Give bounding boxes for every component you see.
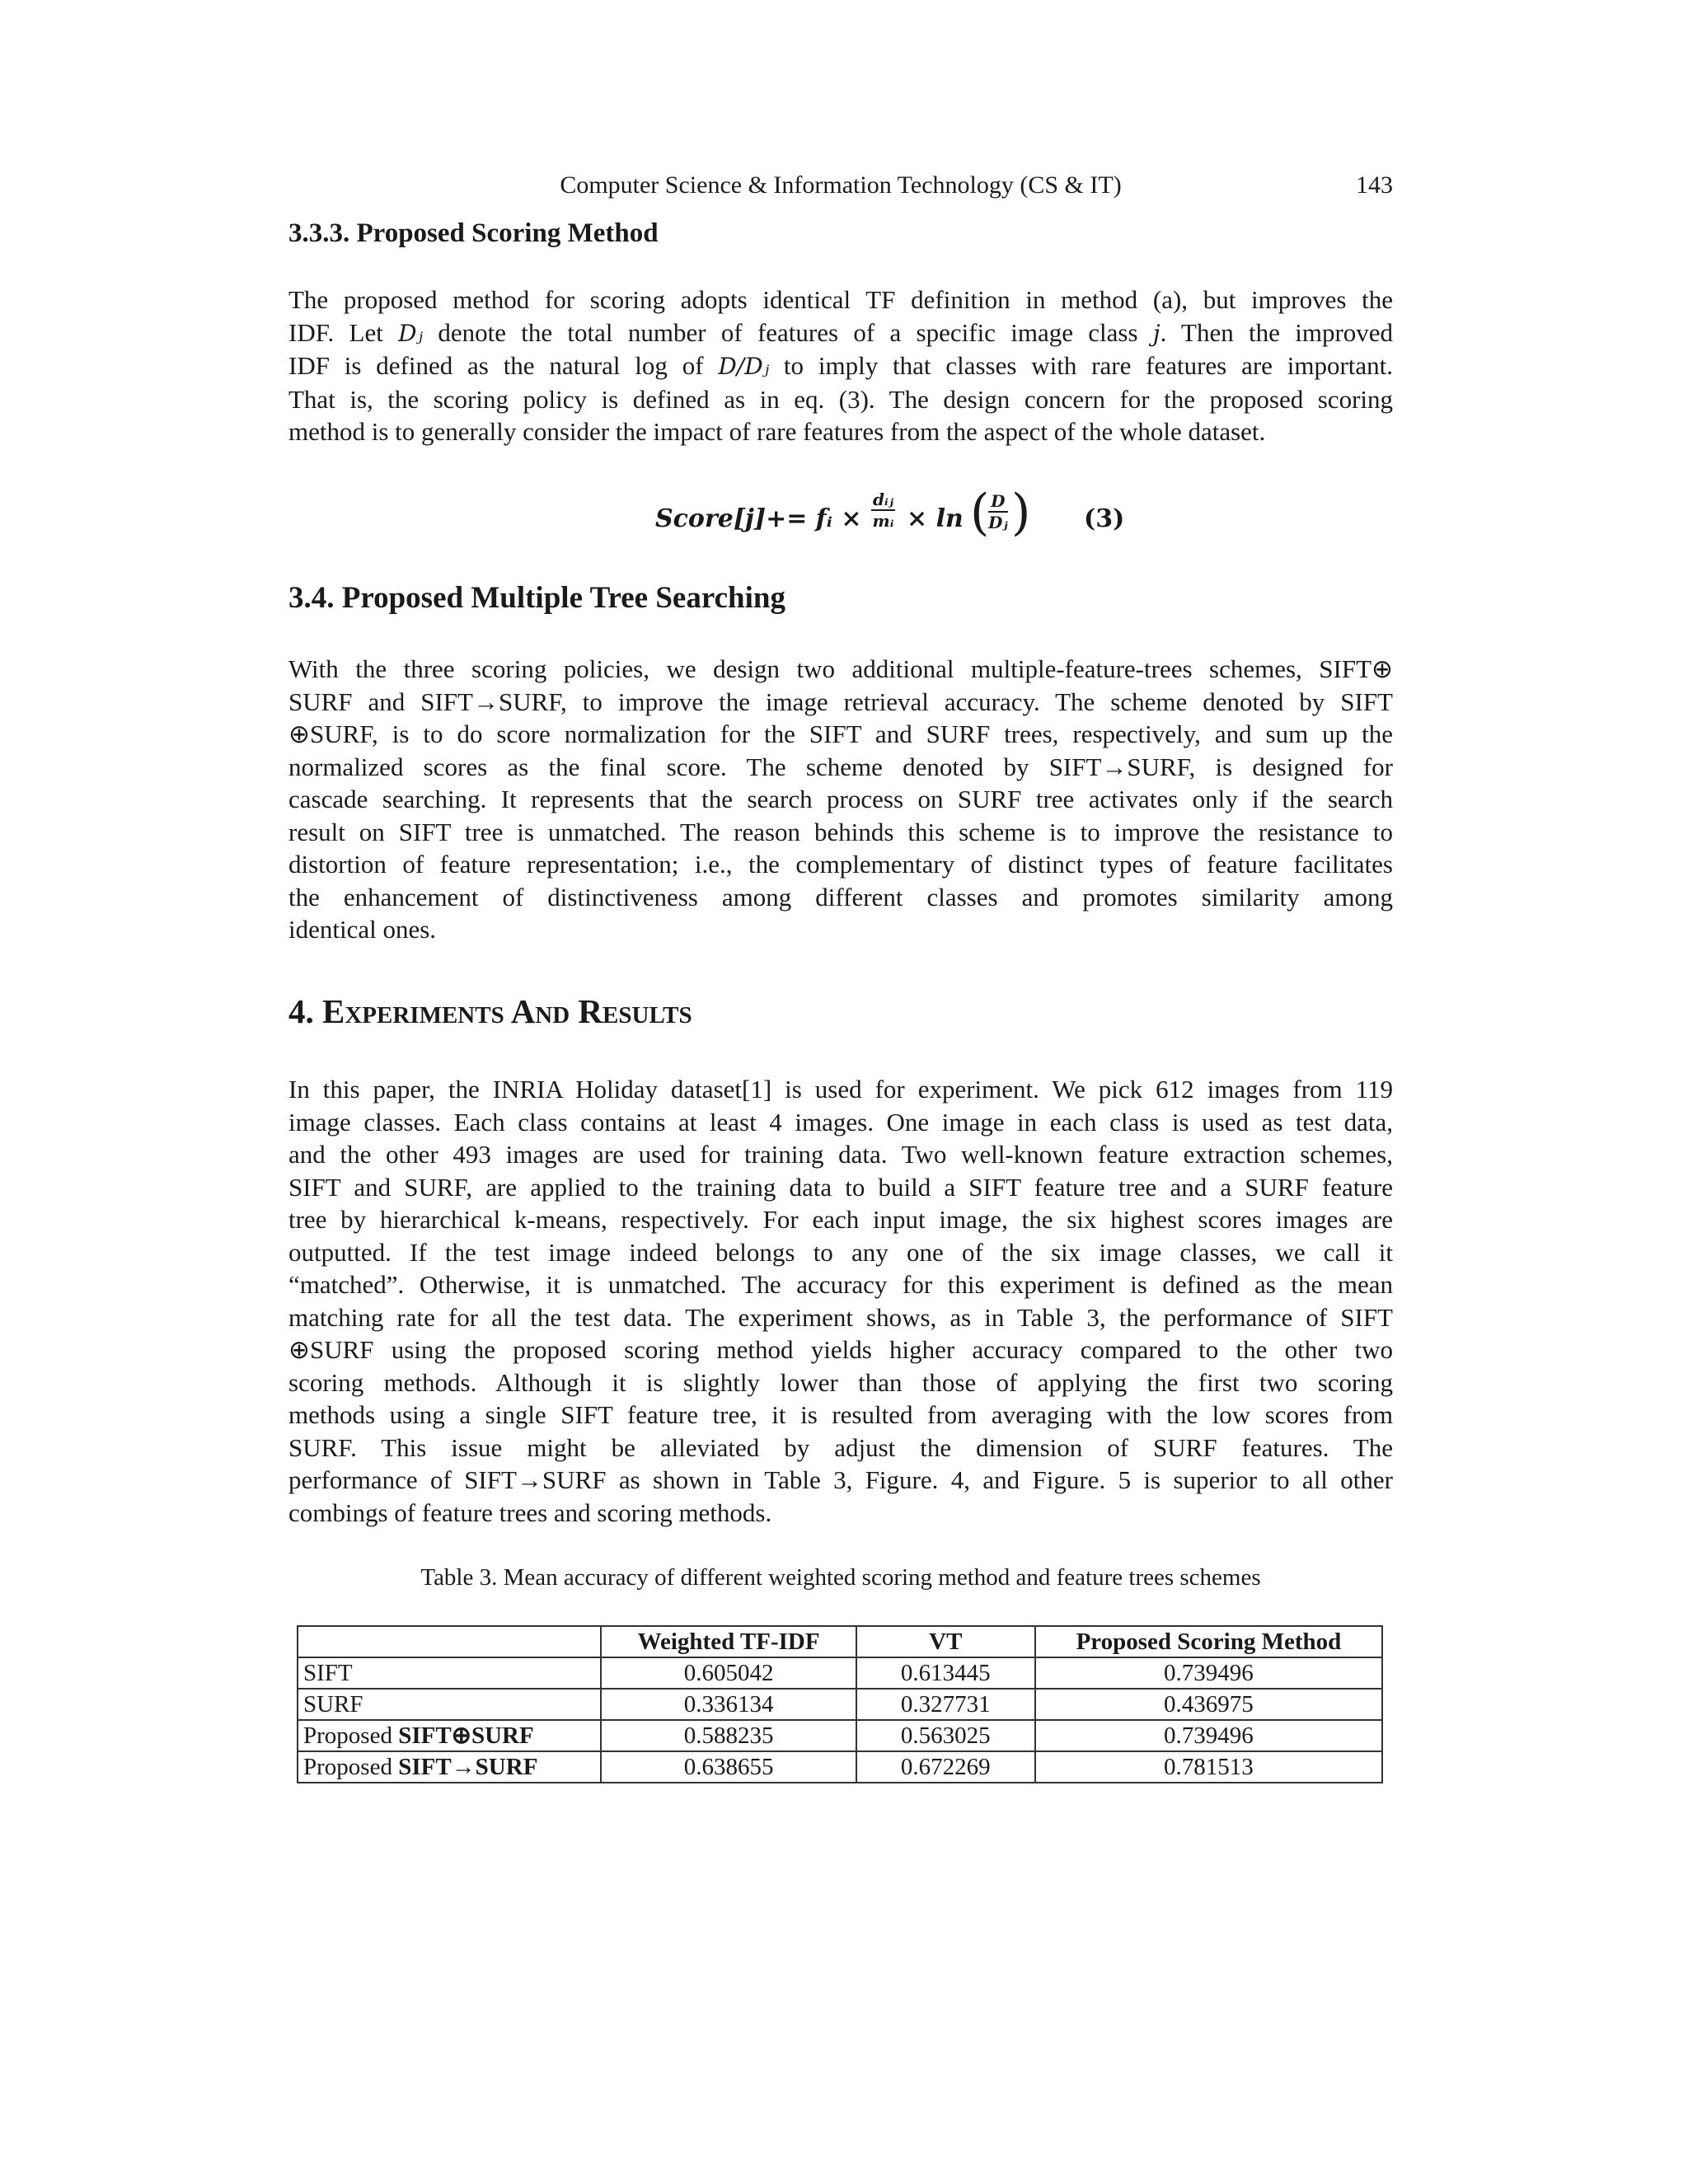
column-header: Weighted TF-IDF xyxy=(601,1626,856,1657)
section-heading-3-4: 3.4. Proposed Multiple Tree Searching xyxy=(288,581,785,615)
section-heading-4: 4. Experiments And Results xyxy=(288,992,692,1030)
table-cell: 0.739496 xyxy=(1035,1657,1382,1689)
table-cell: 0.563025 xyxy=(856,1720,1035,1751)
equation-lhs: Score[j]+= fᵢ × xyxy=(655,504,862,533)
table-cell: 0.588235 xyxy=(601,1720,856,1751)
text-line: outputted. If the test image indeed belongs to any one of the six image classes, we call it xyxy=(288,1237,1393,1267)
row-label xyxy=(298,1657,601,1689)
math-symbol: Dⱼ xyxy=(398,319,424,347)
text-line xyxy=(288,349,1393,383)
fraction-numerator: D xyxy=(988,491,1008,513)
text-span: IDF is defined as the natural log of xyxy=(288,351,704,380)
paragraph-scoring-method xyxy=(288,284,1393,448)
table-row xyxy=(298,1720,1382,1751)
equation-number: (3) xyxy=(1084,504,1125,533)
fraction-denominator: Dⱼ xyxy=(988,513,1008,532)
paragraph-multiple-tree-searching xyxy=(288,653,1393,946)
text-line: and the other 493 images are used for training data. Two well-known feature extraction schemes, xyxy=(288,1140,1393,1169)
text-line: With the three scoring policies, we design two additional multiple-feature-trees schemes, SIFT⊕ xyxy=(288,654,1393,683)
journal-title: Computer Science & Information Technology (CS & IT) xyxy=(560,171,1122,199)
table-cell: 0.436975 xyxy=(1035,1689,1382,1720)
column-header: VT xyxy=(856,1626,1035,1657)
text-line: cascade searching. It represents that the search process on SURF tree activates only if the search xyxy=(288,785,1393,813)
text-line: performance of SIFT→SURF as shown in Table 3, Figure. 4, and Figure. 5 is superior to all other xyxy=(288,1465,1393,1494)
row-label xyxy=(298,1689,601,1720)
math-symbol: D/Dⱼ xyxy=(718,353,770,380)
table-cell: 0.327731 xyxy=(856,1689,1035,1720)
table-cell: 0.739496 xyxy=(1035,1720,1382,1751)
row-label-name: SIFT→SURF xyxy=(398,1754,538,1780)
text-line: the enhancement of distinctiveness among different classes and promotes similarity among xyxy=(288,882,1393,912)
row-label xyxy=(298,1751,601,1783)
column-header: Proposed Scoring Method xyxy=(1035,1626,1382,1657)
row-label-name: SIFT⊕SURF xyxy=(398,1722,534,1749)
text-line: The proposed method for scoring adopts identical TF definition in method (a), but improves the xyxy=(288,285,1393,314)
text-span: to imply that classes with rare features are important. xyxy=(783,351,1394,380)
text-line: tree by hierarchical k-means, respectively. For each input image, the six highest scores images are xyxy=(288,1205,1393,1234)
paren-open: ( xyxy=(970,484,990,541)
table-row xyxy=(298,1689,1382,1720)
results-table xyxy=(297,1625,1383,1783)
fraction-numerator: dᵢⱼ xyxy=(873,490,894,509)
table-cell: 0.613445 xyxy=(856,1657,1035,1689)
table-cell: 0.781513 xyxy=(1035,1751,1382,1783)
table-cell: 0.605042 xyxy=(601,1657,856,1689)
fraction-d-dj xyxy=(988,491,1008,532)
paragraph-experiments xyxy=(288,1073,1393,1529)
text-line: ⊕SURF, is to do score normalization for the SIFT and SURF trees, respectively, and sum up the xyxy=(288,719,1393,748)
text-line: methods using a single SIFT feature tree, it is resulted from averaging with the low scores from xyxy=(288,1400,1393,1429)
text-line: SIFT and SURF, are applied to the training data to build a SIFT feature tree and a SURF feature xyxy=(288,1172,1393,1202)
text-line: method is to generally consider the impact of rare features from the aspect of the whole dataset. xyxy=(288,417,1266,446)
table-header-row xyxy=(298,1626,1382,1657)
text-line: result on SIFT tree is unmatched. The reason behinds this scheme is to improve the resistance to xyxy=(288,817,1393,846)
column-header xyxy=(298,1626,601,1657)
table-row xyxy=(298,1657,1382,1689)
equation-3 xyxy=(655,486,1397,552)
section-heading-3-3-3: 3.3.3. Proposed Scoring Method xyxy=(288,218,659,248)
table-caption: Table 3. Mean accuracy of different weighted scoring method and feature trees schemes xyxy=(420,1564,1261,1591)
text-line: normalized scores as the final score. The scheme denoted by SIFT→SURF, is designed for xyxy=(288,752,1393,781)
text-line: That is, the scoring policy is defined as in eq. (3). The design concern for the proposed scoring xyxy=(288,384,1393,414)
text-line: distortion of feature representation; i.e., the complementary of distinct types of feature facilitates xyxy=(288,850,1393,879)
text-line: scoring methods. Although it is slightly lower than those of applying the first two scoring xyxy=(288,1367,1393,1397)
row-label xyxy=(298,1720,601,1751)
text-line: identical ones. xyxy=(288,915,437,944)
text-line xyxy=(288,316,1393,350)
row-label-prefix: Proposed xyxy=(303,1754,399,1780)
equation-mid: × ln xyxy=(907,504,964,533)
text-line: SURF. This issue might be alleviated by adjust the dimension of SURF features. The xyxy=(288,1432,1393,1462)
running-head xyxy=(288,171,1393,204)
row-label-name: SURF xyxy=(303,1691,363,1718)
paren-close: ) xyxy=(1011,484,1031,541)
fraction-denominator: mᵢ xyxy=(872,511,894,531)
text-line: “matched”. Otherwise, it is unmatched. The accuracy for this experiment is defined as the mean xyxy=(288,1270,1393,1299)
text-line: SURF and SIFT→SURF, to improve the image retrieval accuracy. The scheme denoted by SIFT xyxy=(288,687,1393,716)
text-span: IDF. Let xyxy=(288,317,383,347)
table-row xyxy=(298,1751,1382,1783)
text-line: In this paper, the INRIA Holiday dataset[1] is used for experiment. We pick 612 images from 119 xyxy=(288,1075,1393,1104)
table-body xyxy=(298,1657,1382,1783)
math-symbol: j xyxy=(1152,319,1160,347)
text-line: ⊕SURF using the proposed scoring method yields higher accuracy compared to the other two xyxy=(288,1335,1393,1364)
text-span: . Then the improved xyxy=(1160,317,1394,347)
row-label-name: SIFT xyxy=(303,1660,353,1686)
table-cell: 0.672269 xyxy=(856,1751,1035,1783)
page-number: 143 xyxy=(1356,171,1393,199)
text-line: matching rate for all the test data. The experiment shows, as in Table 3, the performance of SIFT xyxy=(288,1302,1393,1332)
text-line: combings of feature trees and scoring methods. xyxy=(288,1497,772,1527)
table-cell: 0.336134 xyxy=(601,1689,856,1720)
row-label-prefix: Proposed xyxy=(303,1722,399,1749)
fraction-dij-mi xyxy=(871,490,895,531)
table-cell: 0.638655 xyxy=(601,1751,856,1783)
text-span: denote the total number of features of a specific image class xyxy=(438,317,1138,347)
text-line: image classes. Each class contains at least 4 images. One image in each class is used as test data, xyxy=(288,1107,1393,1137)
